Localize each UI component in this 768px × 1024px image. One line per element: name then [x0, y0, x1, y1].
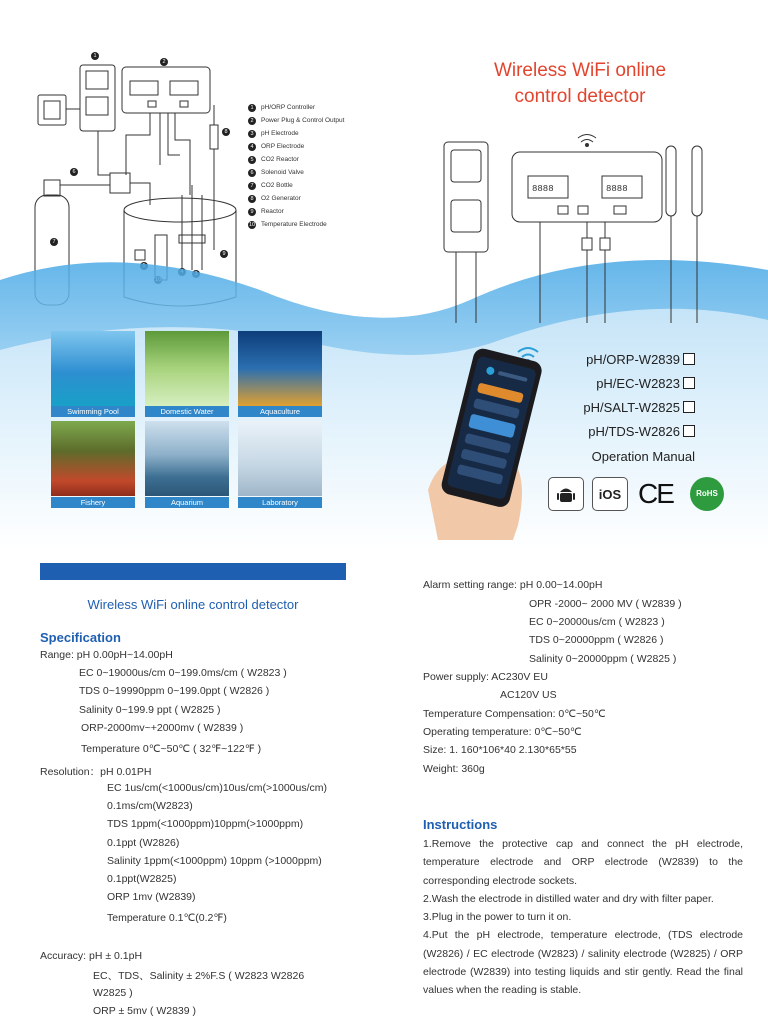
caption-swimming-pool: Swimming Pool	[51, 406, 135, 417]
legend-item: 1 pH/ORP Controller	[248, 104, 358, 112]
model-checkbox[interactable]	[683, 377, 695, 389]
spec-line: TDS 1ppm(<1000ppm)10ppm(>1000ppm)	[107, 818, 304, 830]
spec-line: ORP 1mv (W2839)	[107, 891, 196, 903]
legend-item: 10 Temperature Electrode	[248, 221, 327, 228]
spec-line: EC 0~20000us/cm ( W2823 )	[529, 616, 665, 628]
instructions-list	[423, 835, 743, 1000]
spec-line: Operating temperature: 0℃~50℃	[423, 726, 582, 738]
legend-item: 6 Solenoid Valve	[248, 169, 358, 177]
photo-aquarium	[145, 421, 229, 496]
callout-6: 6	[70, 168, 78, 176]
svg-text:8888: 8888	[606, 184, 628, 194]
document-title: Wireless WiFi online control detector	[87, 597, 299, 612]
caption-fishery: Fishery	[51, 497, 135, 508]
spec-line: Salinity 0~199.9 ppt ( W2825 )	[79, 704, 221, 716]
spec-line: Temperature 0℃~50℃ ( 32℉~122℉ )	[81, 743, 262, 755]
caption-laboratory: Laboratory	[238, 497, 322, 508]
product-illustration	[430, 128, 720, 328]
caption-aquarium: Aquarium	[145, 497, 229, 508]
operation-manual-label: Operation Manual	[591, 449, 695, 464]
spec-line: Salinity 1ppm(<1000ppm) 10ppm (>1000ppm)	[107, 855, 322, 867]
spec-line: Accuracy: pH ± 0.1pH	[40, 950, 143, 962]
spec-line: EC 0~19000us/cm 0~199.0ms/cm ( W2823 )	[79, 667, 287, 679]
svg-text:8888: 8888	[532, 184, 554, 194]
callout-1: 1	[91, 52, 99, 60]
spec-line: EC 1us/cm(<1000us/cm)10us/cm(>1000us/cm)	[107, 782, 328, 794]
model-list	[520, 348, 695, 469]
photo-aquaculture	[238, 331, 322, 406]
legend-item: 9 Reactor	[248, 208, 358, 216]
callout-8: 8	[222, 128, 230, 136]
spec-line: AC120V US	[500, 689, 557, 701]
ios-label: iOS	[598, 486, 622, 502]
spec-line: Salinity 0~20000ppm ( W2825 )	[529, 653, 677, 665]
spec-line: ORP ± 5mv ( W2839 )	[93, 1005, 197, 1017]
model-row: pH/ORP-W2839	[520, 348, 695, 372]
instructions-heading: Instructions	[423, 817, 498, 832]
legend-item: 5 CO2 Reactor	[248, 156, 358, 164]
hero-title	[450, 58, 710, 110]
rohs-label: RoHS	[696, 489, 718, 498]
photo-swimming-pool	[51, 331, 135, 406]
caption-domestic-water: Domestic Water	[145, 406, 229, 417]
model-row: pH/TDS-W2826	[520, 420, 695, 444]
section-divider-bar	[40, 563, 346, 580]
model-checkbox[interactable]	[683, 401, 695, 413]
rohs-badge	[690, 477, 724, 511]
ce-mark: CE	[638, 478, 673, 509]
spec-line: 0.1ppt(W2825)	[107, 873, 177, 885]
spec-line: Range: pH 0.00pH~14.00pH	[40, 649, 173, 661]
spec-line: TDS 0~19990ppm 0~199.0ppt ( W2826 )	[79, 685, 270, 697]
hero-title-line-1: Wireless WiFi online	[493, 60, 667, 81]
spec-line: 0.1ppt (W2826)	[107, 837, 180, 849]
spec-line: 0.1ms/cm(W2823)	[107, 800, 193, 812]
photo-domestic-water	[145, 331, 229, 406]
model-checkbox[interactable]	[683, 425, 695, 437]
instruction-item: 1.Remove the protective cap and connect the pH electrode, temperature electrode and ORP electrode (W2839) to the corresponding electrode sockets.	[423, 838, 743, 887]
callout-2: 2	[160, 58, 168, 66]
legend-item: 7 CO2 Bottle	[248, 182, 358, 190]
caption-aquaculture: Aquaculture	[238, 406, 322, 417]
legend-item: 3 pH Electrode	[248, 130, 358, 138]
legend-item: 4 ORP Electrode	[248, 143, 358, 151]
spec-line: TDS 0~20000ppm ( W2826 )	[529, 634, 664, 646]
photo-fishery	[51, 421, 135, 496]
android-icon	[548, 477, 584, 511]
spec-line: Temperature 0.1℃(0.2℉)	[107, 912, 227, 924]
instruction-item: 3.Plug in the power to turn it on.	[423, 911, 572, 924]
specification-heading: Specification	[40, 630, 121, 645]
diagram-legend	[248, 104, 358, 234]
spec-line: Alarm setting range: pH 0.00~14.00pH	[423, 579, 603, 591]
model-checkbox[interactable]	[683, 353, 695, 365]
spec-line: Resolution：pH 0.01PH	[40, 766, 152, 778]
ios-badge	[592, 477, 628, 511]
model-row: pH/SALT-W2825	[520, 396, 695, 420]
instruction-item: 4.Put the pH electrode, temperature electrode, (TDS electrode (W2826) / EC electrode (W2823) / salinity electrode (W2825) / ORP electrode (W2839) into testing liquids and stir gently. Read the final values when the reading is stable.	[423, 929, 743, 997]
legend-item: 8 O2 Generator	[248, 195, 358, 203]
callout-7: 7	[50, 238, 58, 246]
spec-line: Weight: 360g	[423, 763, 485, 775]
instruction-item: 2.Wash the electrode in distilled water and dry with filter paper.	[423, 892, 714, 905]
callout-9: 9	[220, 250, 228, 258]
spec-line: ORP-2000mv~+2000mv ( W2839 )	[81, 722, 244, 734]
spec-line: Size: 1. 160*106*40 2.130*65*55	[423, 744, 577, 756]
spec-line: EC、TDS、Salinity ± 2%F.S ( W2823 W2826	[93, 970, 305, 982]
photo-laboratory	[238, 421, 322, 496]
model-row: pH/EC-W2823	[520, 372, 695, 396]
legend-item: 2 Power Plug & Control Output	[248, 117, 358, 125]
spec-line: Power supply: AC230V EU	[423, 671, 548, 683]
spec-line: OPR -2000~ 2000 MV ( W2839 )	[529, 598, 682, 610]
spec-line: W2825 )	[93, 987, 133, 999]
hero-title-line-2: control detector	[514, 86, 646, 107]
spec-line: Temperature Compensation: 0℃~50℃	[423, 708, 606, 720]
